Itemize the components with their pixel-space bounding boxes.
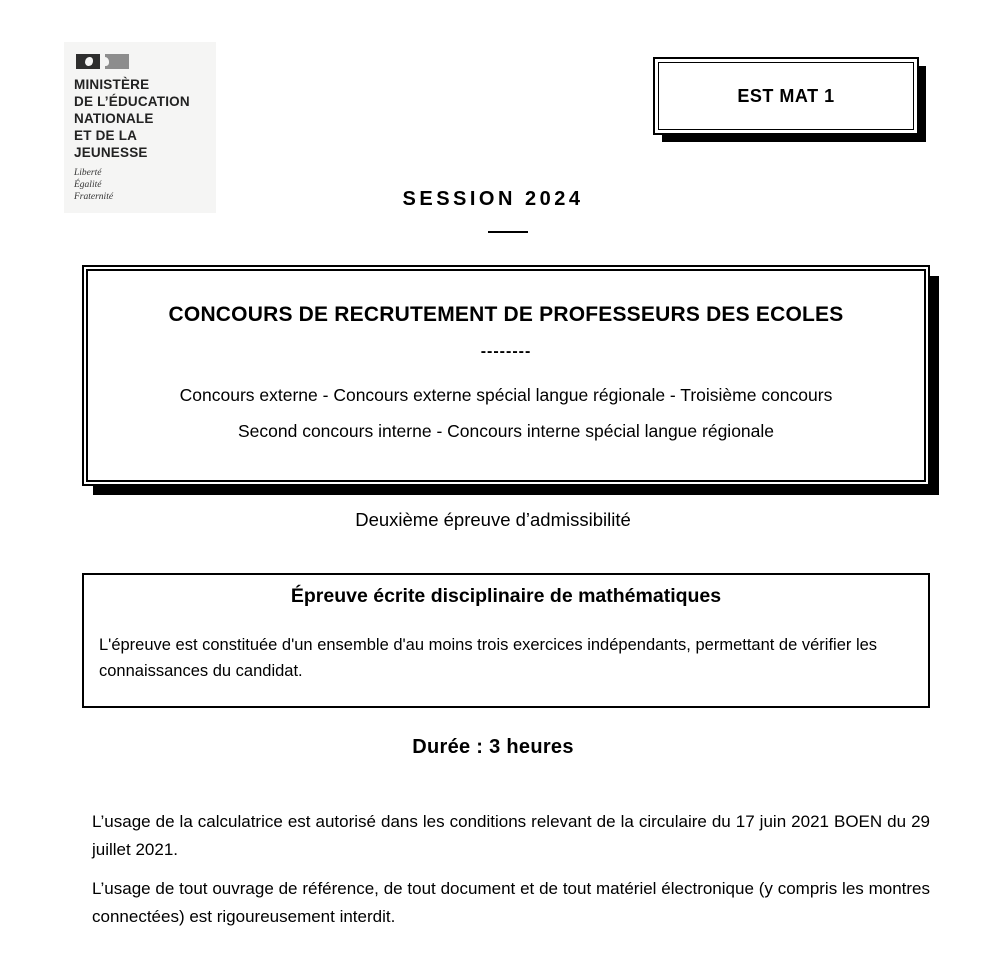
ministry-name	[74, 76, 208, 161]
materials-notice: L’usage de tout ouvrage de référence, de tout document et de tout matériel électronique (y compris les montres connectées) est rigoureusement interdit.	[92, 879, 930, 926]
session-divider	[488, 231, 528, 233]
session-title: SESSION 2024	[402, 188, 584, 210]
motto-line: Fraternité	[74, 192, 114, 202]
epreuve-subtitle: Deuxième épreuve d’admissibilité	[355, 509, 631, 530]
ministry-name-line: NATIONALE	[74, 111, 154, 126]
concours-box-inner	[86, 269, 926, 482]
subject-code-box	[653, 57, 919, 135]
concours-box	[82, 265, 930, 486]
duration-label: Durée : 3 heures	[412, 736, 574, 758]
ministry-name-line: MINISTÈRE	[74, 77, 150, 92]
concours-types-line2: Second concours interne - Concours interne spécial langue régionale	[237, 421, 775, 441]
exam-description-box	[82, 573, 930, 708]
subject-code-label: EST MAT 1	[658, 62, 914, 130]
exam-description: L'épreuve est constituée d'un ensemble d'au moins trois exercices indépendants, permettant de vérifier les connaissances du candidat.	[99, 636, 878, 680]
exam-title: Épreuve écrite disciplinaire de mathématiques	[290, 585, 722, 607]
flag-dark-block-icon	[76, 54, 100, 69]
ministry-name-line: ET DE LA JEUNESSE	[74, 128, 148, 160]
concours-title: CONCOURS DE RECRUTEMENT DE PROFESSEURS DES ECOLES	[168, 303, 844, 326]
french-flag-icon	[76, 54, 208, 69]
motto-line: Liberté	[74, 168, 102, 178]
flag-gray-block-icon	[105, 54, 129, 69]
ministry-name-line: DE L’ÉDUCATION	[74, 94, 190, 109]
motto-line: Égalité	[74, 180, 102, 190]
calculator-notice: L’usage de la calculatrice est autorisé dans les conditions relevant de la circulaire du 17 juin 2021 BOEN du 29 juillet 2021.	[92, 812, 930, 859]
dash-separator: --------	[480, 343, 532, 360]
concours-types-line1: Concours externe - Concours externe spécial langue régionale - Troisième concours	[179, 385, 833, 405]
